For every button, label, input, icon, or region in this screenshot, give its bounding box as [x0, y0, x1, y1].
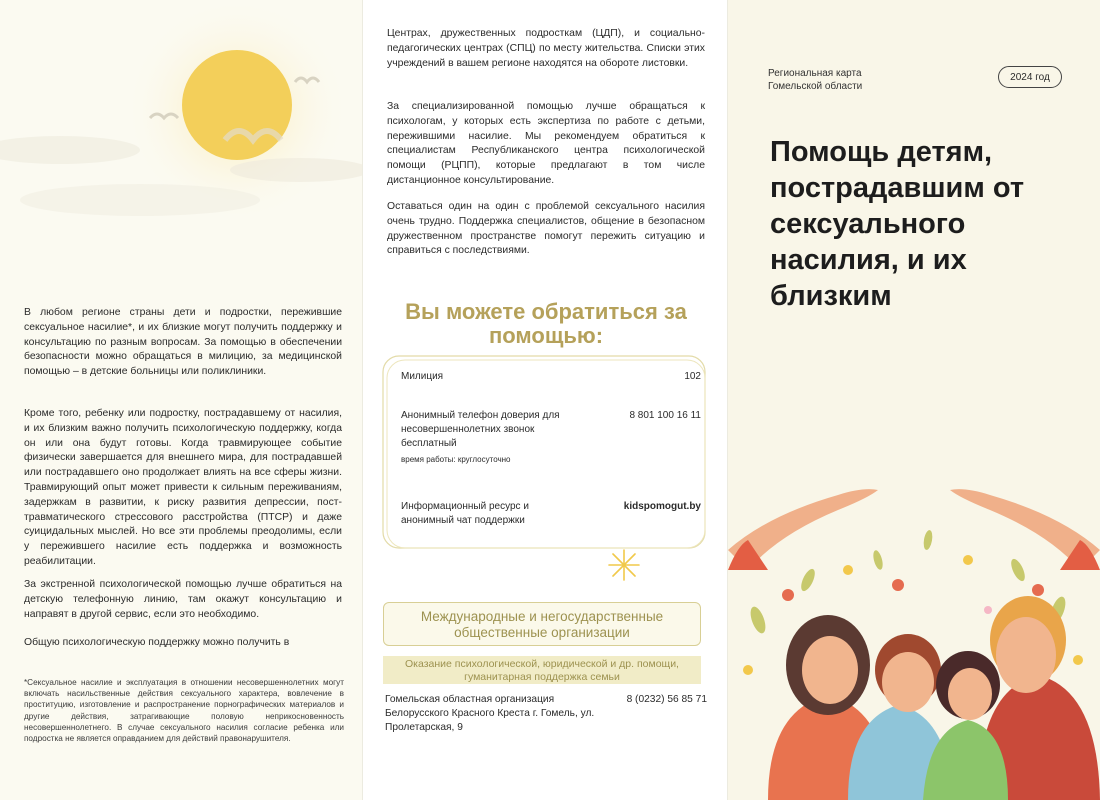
- contact-link[interactable]: kidspomogut.by: [623, 501, 701, 512]
- middle-panel: [362, 0, 728, 800]
- support-paragraph: Оставаться один на один с проблемой сексуального насилия очень трудно. Поддержка специалистов, общение в безопасном дружественном пространстве помогут пережить ситуацию и справиться с последствиями.: [387, 201, 705, 257]
- specialized-help-paragraph: За специализированной помощью лучше обращаться к психологам, у которых есть экспертиза по работе с детьми, пережившими насилие. Мы рекомендуем обратиться к специалистам Республиканского центра психологической помощи (РЦПП), которые предлагают в том числе дистанционное консультирование.: [387, 101, 705, 186]
- general-support-paragraph: Общую психологическую поддержку можно получить в: [24, 637, 290, 648]
- year-badge: 2024 год: [998, 66, 1062, 88]
- emergency-help-paragraph: За экстренной психологической помощью лучше обратиться на детскую телефонную линию, там окажут консультацию и направят в другой сервис, если это необходимо.: [24, 579, 342, 620]
- intro-paragraph: В любом регионе страны дети и подростки, пережившие сексуальное насилие*, и их близкие могут получить поддержку и консультацию по разным вопросам. За помощью в обеспечении безопасности можно обращаться в милицию, за медицинской помощью – в детские больницы или поликлиники.: [24, 307, 342, 378]
- psychological-support-paragraph: Кроме того, ребенку или подростку, пострадавшему от насилия, и их близким важно получить психологическую поддержку, когда он или она будут готовы. Когда травмирующее событие физически завершается для внешнего мира, для пострадавшей или пострадавшего оно продолжает влиять на все сферы жизни. Травмирующий опыт может привести к сильным переживаниям, задержкам в развитии, к риску развития депрессии, пост-травматического стрессового расстройства (ПТСР) и даже суицидальных мыслей. Но все эти проблемы преодолимы, если у пережившего насилие есть поддержка и возможность реабилитации.: [24, 408, 342, 567]
- contact-label: Информационный ресурс и анонимный чат поддержки: [401, 501, 529, 526]
- contact-label: Анонимный телефон доверия для несовершеннолетних звонок бесплатный: [401, 410, 560, 449]
- page-title: Помощь детям, пострадавшим от сексуального насилия, и их близким: [770, 136, 1025, 312]
- organization-name: Гомельская областная организация Белорусского Красного Креста г. Гомель, ул. Пролетарская, 9: [385, 694, 595, 734]
- family-illustration: [728, 420, 1100, 800]
- footnote: *Сексуальное насилие и эксплуатация в отношении несовершеннолетних могут включать насильственные действия сексуального характера, вовлечение в проституцию, изготовление и распространение порнографических материалов и другие действия, затрагивающие половую неприкосновенность несовершеннолетнего. В случае сексуального насилия согласие ребенка или подростка не является оправданием для действий правонарушителя.: [24, 678, 344, 744]
- contact-phone[interactable]: 102: [684, 371, 701, 382]
- sparkle-icon: [607, 548, 641, 582]
- contact-label: Милиция: [401, 371, 444, 382]
- organization-phone[interactable]: 8 (0232) 56 85 71: [626, 694, 707, 705]
- organizations-title-box: Международные и негосударственные общественные организации: [383, 602, 701, 646]
- help-heading: Вы можете обратиться за помощью:: [405, 299, 687, 348]
- centers-paragraph: Центрах, дружественных подросткам (ЦДП), и социально-педагогических центрах (СПЦ) по месту жительства. Списки этих учреждений в вашем регионе находятся на обороте листовки.: [387, 28, 705, 69]
- left-panel: [0, 0, 362, 800]
- contacts-box: [385, 358, 705, 548]
- region-label: Региональная карта Гомельской области: [768, 68, 863, 92]
- organizations-subtitle: Оказание психологической, юридической и др. помощи, гуманитарная поддержка семьи: [383, 656, 701, 684]
- contact-phone[interactable]: 8 801 100 16 11: [629, 410, 701, 421]
- sun-sky-illustration: [0, 0, 362, 290]
- contact-hours: время работы: круглосуточно: [401, 455, 511, 464]
- right-panel: [728, 0, 1100, 800]
